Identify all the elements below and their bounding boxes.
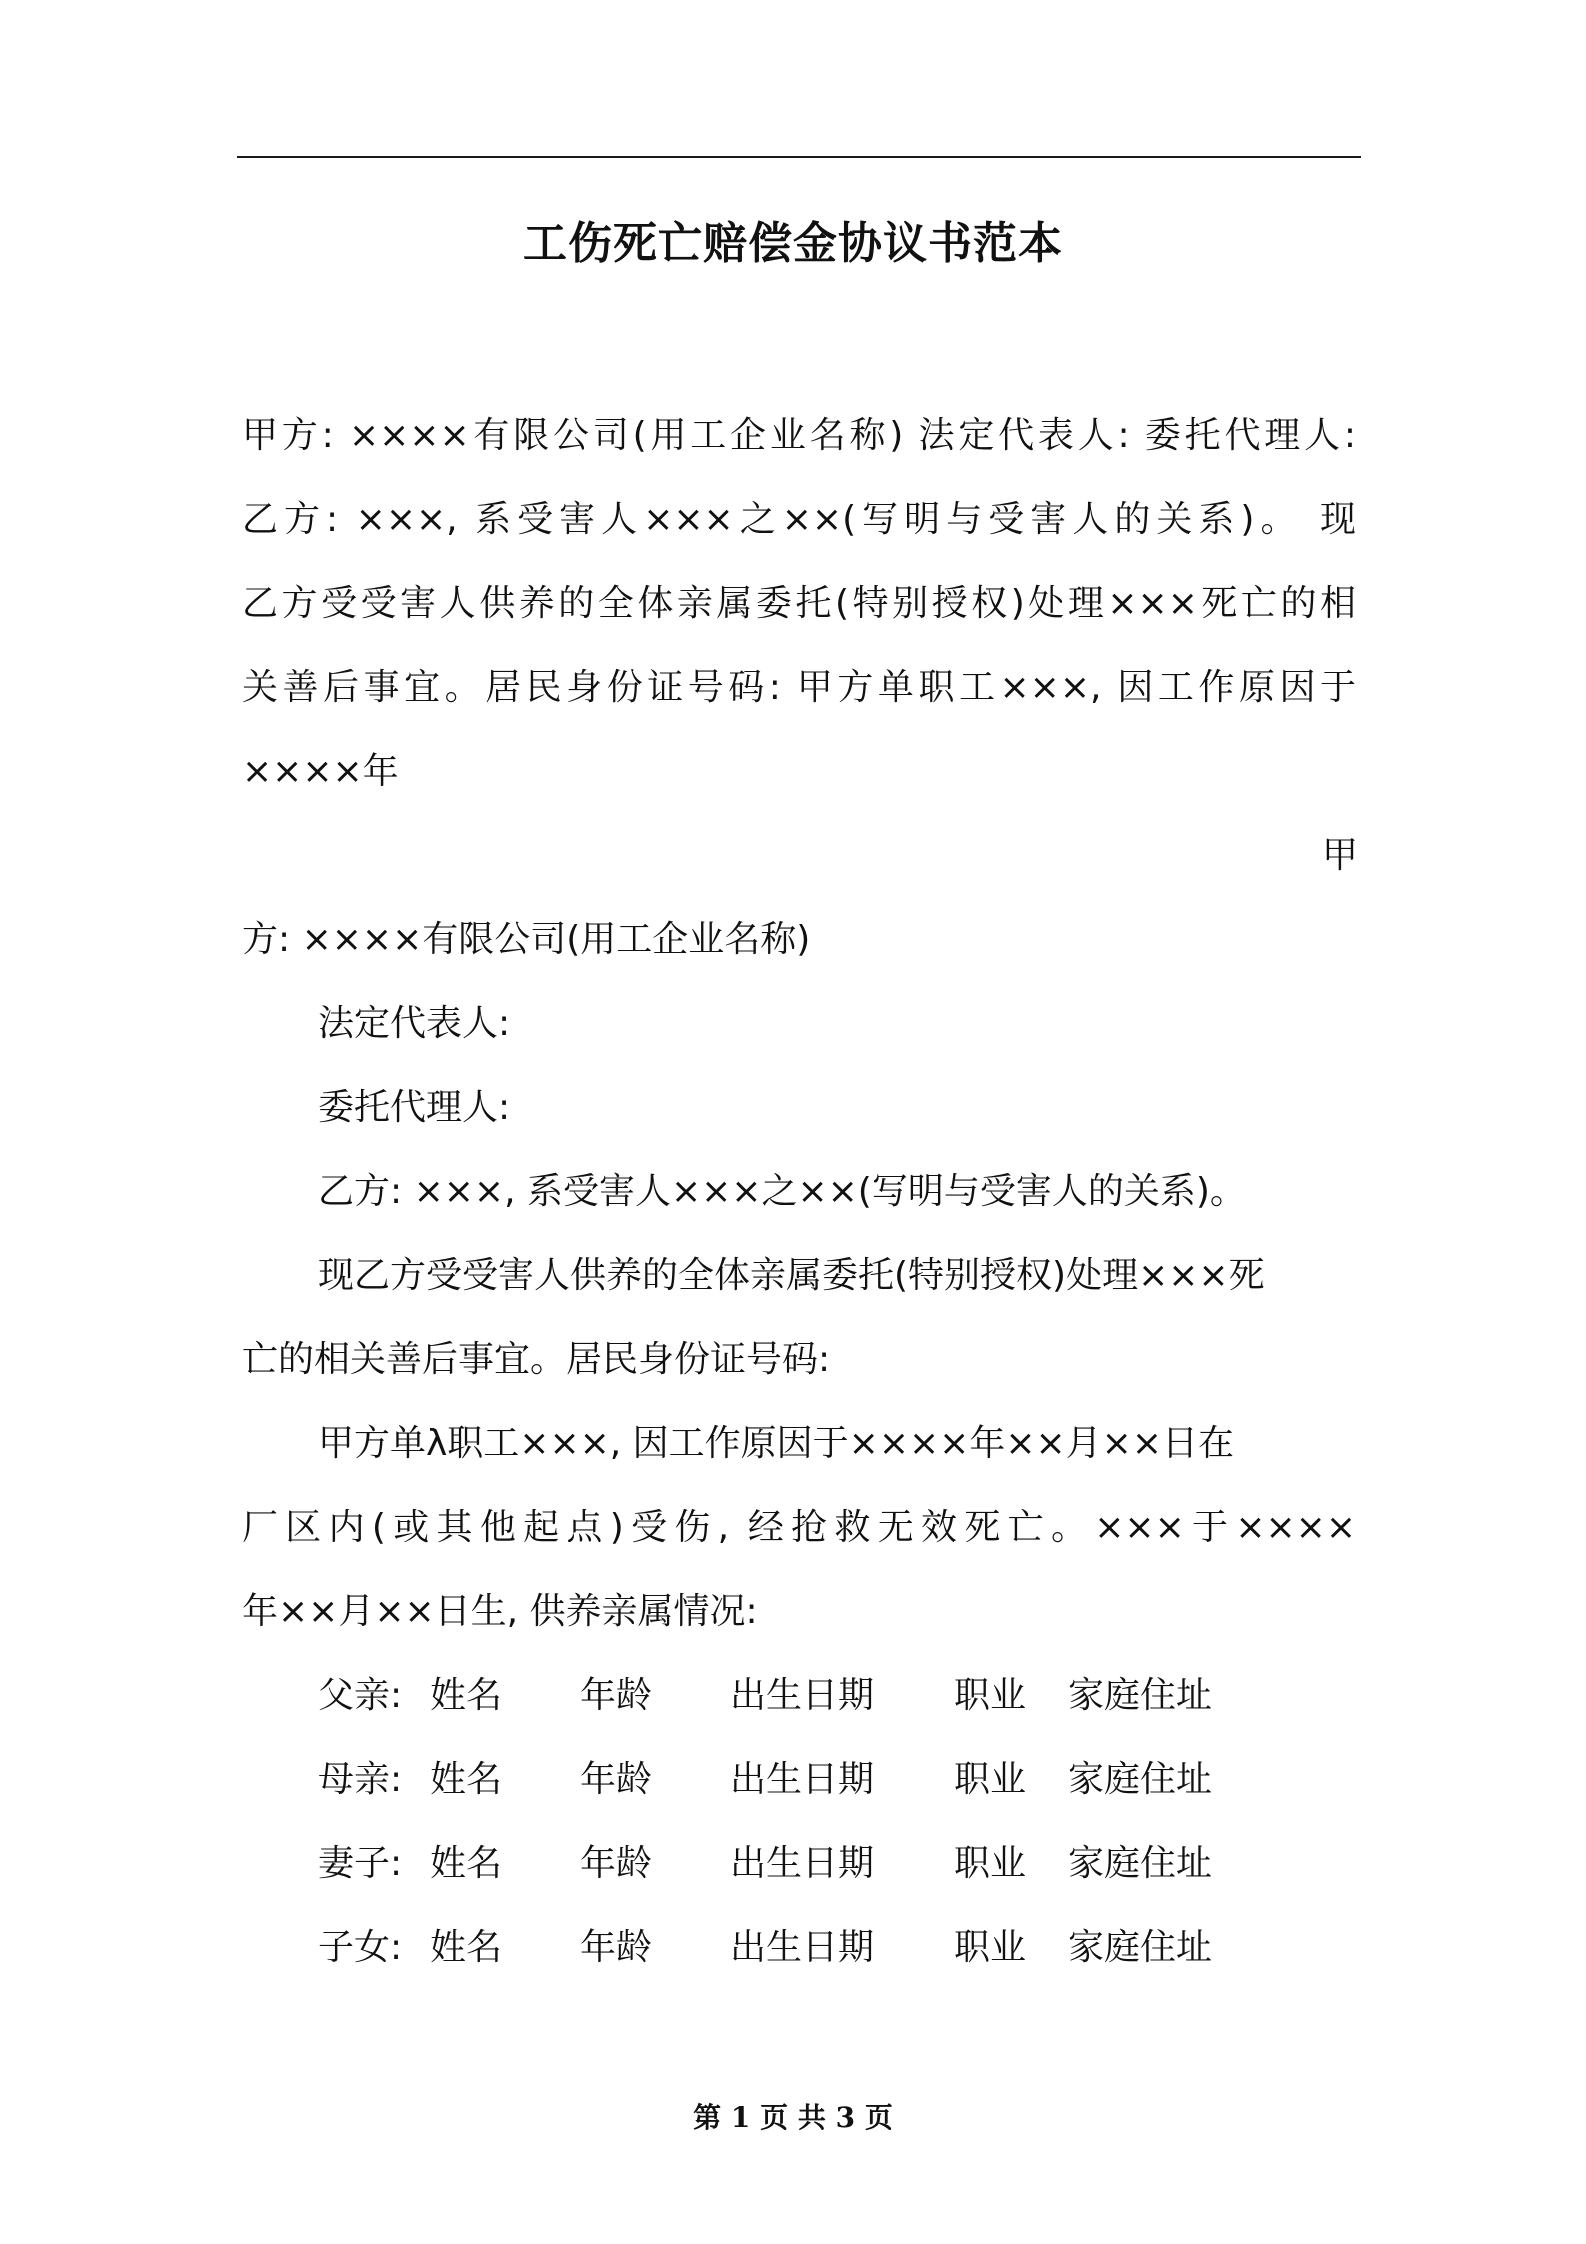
address-field-label: 家庭住址 <box>1068 1927 1213 1968</box>
address-field-label: 家庭住址 <box>1068 1843 1213 1884</box>
occupation-field-label: 职业 <box>954 1675 1027 1716</box>
occupation-field-label: 职业 <box>954 1927 1027 1968</box>
paragraph-1-line-1: 现乙方受受害人供养的全体亲属委托(特别授权)处理×××死 <box>318 1255 1265 1296</box>
paragraph-1-line-2: 亡的相关善后事宜。居民身份证号码: <box>242 1339 831 1380</box>
birthdate-field-label: 出生日期 <box>730 1843 875 1884</box>
paragraph-2-line-3: 年××月××日生, 供养亲属情况: <box>242 1591 758 1632</box>
relation-label: 子女: <box>318 1927 403 1968</box>
age-field-label: 年龄 <box>580 1927 653 1968</box>
document-title: 工伤死亡赔偿金协议书范本 <box>523 218 1063 269</box>
party-a-line: 方: ××××有限公司(用工企业名称) <box>242 919 811 960</box>
age-field-label: 年龄 <box>580 1675 653 1716</box>
birthdate-field-label: 出生日期 <box>730 1675 875 1716</box>
relation-label: 母亲: <box>318 1759 403 1800</box>
legal-representative-line: 法定代表人: <box>318 1003 511 1044</box>
summary-line-5: ××××年 <box>242 751 399 792</box>
header-rule <box>237 156 1361 158</box>
agent-line: 委托代理人: <box>318 1087 511 1128</box>
occupation-field-label: 职业 <box>954 1759 1027 1800</box>
name-field-label: 姓名 <box>430 1843 503 1884</box>
birthdate-field-label: 出生日期 <box>730 1927 875 1968</box>
birthdate-field-label: 出生日期 <box>730 1759 875 1800</box>
relation-label: 妻子: <box>318 1843 403 1884</box>
summary-line-1: 甲方: ××××有限公司(用工企业名称) 法定代表人: 委托代理人: <box>242 415 1356 456</box>
party-b-line: 乙方: ×××, 系受害人×××之××(写明与受害人的关系)。 <box>318 1171 1246 1212</box>
address-field-label: 家庭住址 <box>1068 1675 1213 1716</box>
summary-line-3: 乙方受受害人供养的全体亲属委托(特别授权)处理×××死亡的相 <box>242 583 1356 624</box>
party-a-label-start: 甲 <box>1321 835 1358 876</box>
name-field-label: 姓名 <box>430 1759 503 1800</box>
address-field-label: 家庭住址 <box>1068 1759 1213 1800</box>
paragraph-2-line-2: 厂区内(或其他起点)受伤, 经抢救无效死亡。×××于×××× <box>242 1507 1356 1548</box>
occupation-field-label: 职业 <box>954 1843 1027 1884</box>
age-field-label: 年龄 <box>580 1843 653 1884</box>
page-number-footer: 第 1 页 共 3 页 <box>693 2101 893 2134</box>
summary-line-2: 乙方: ×××, 系受害人×××之××(写明与受害人的关系)。 现 <box>242 499 1356 540</box>
name-field-label: 姓名 <box>430 1675 503 1716</box>
age-field-label: 年龄 <box>580 1759 653 1800</box>
relation-label: 父亲: <box>318 1675 403 1716</box>
summary-line-4: 关善后事宜。居民身份证号码: 甲方单职工×××, 因工作原因于 <box>242 667 1356 708</box>
name-field-label: 姓名 <box>430 1927 503 1968</box>
paragraph-2-line-1: 甲方单λ职工×××, 因工作原因于××××年××月××日在 <box>318 1423 1234 1464</box>
